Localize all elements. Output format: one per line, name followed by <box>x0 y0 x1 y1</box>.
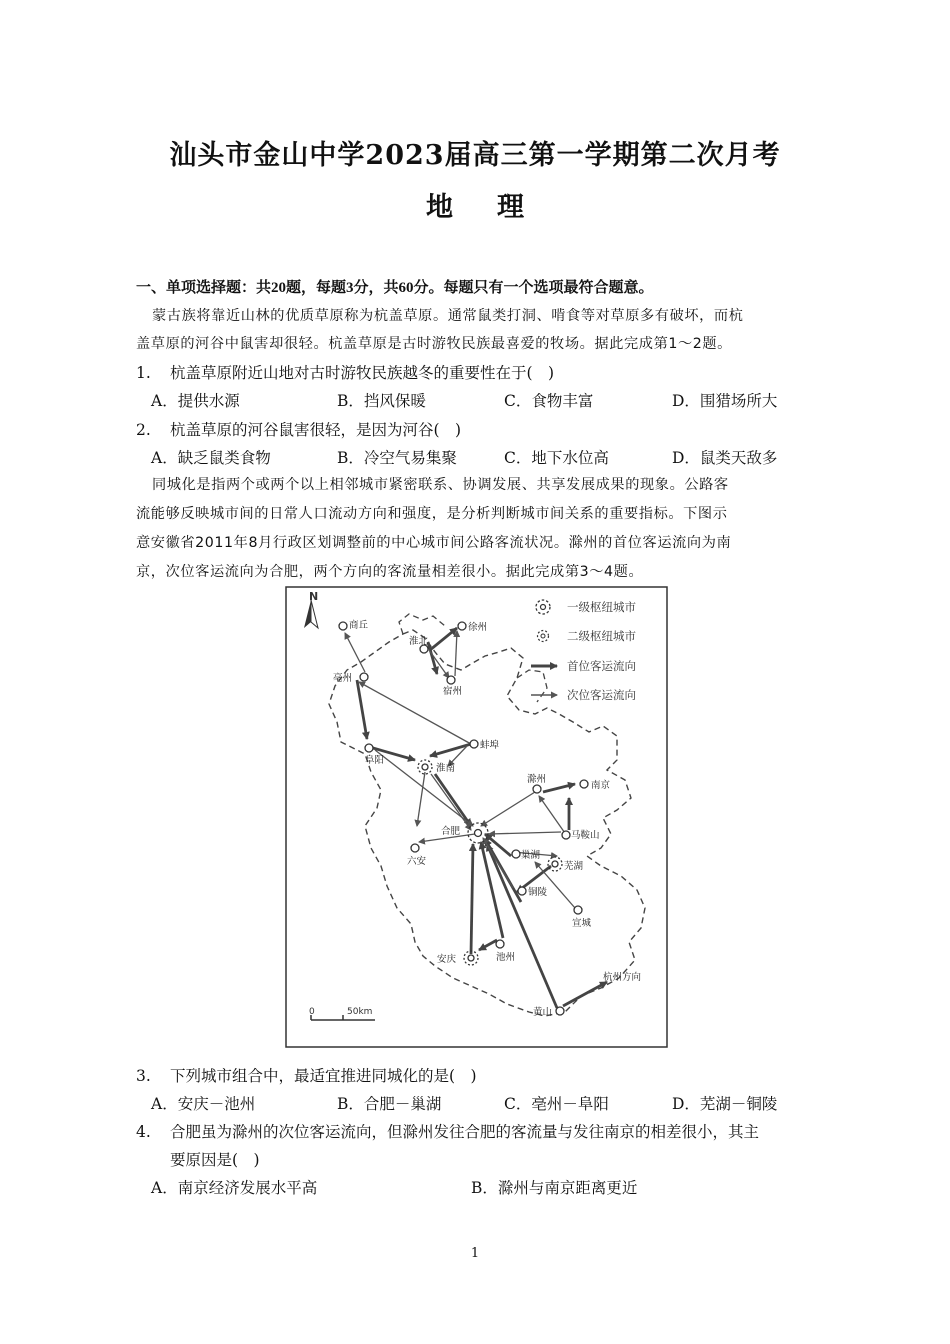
city-dot-xuancheng[interactable] <box>574 906 582 914</box>
option-c[interactable]: C．食物丰富 <box>504 392 594 410</box>
question-number: 1. <box>136 364 151 382</box>
subject-title <box>0 185 950 224</box>
label-huaibei: 淮北 <box>409 636 429 647</box>
option-b[interactable]: B．冷空气易集聚 <box>337 449 457 467</box>
question-1 <box>136 361 836 383</box>
label-suzhou: 宿州 <box>443 686 463 697</box>
legend-primary-flow: 首位客运流向 <box>567 659 636 673</box>
option-d[interactable]: D．围猎场所大 <box>672 392 778 410</box>
question-number: 3. <box>136 1067 151 1085</box>
question-stem: 下列城市组合中，最适宜推进同城化的是( ) <box>170 1067 477 1085</box>
passage2-line2: 流能够反映城市间的日常人口流动方向和强度，是分析判断城市间关系的重要指标。下图示 <box>136 506 728 522</box>
passage2-line3: 意安徽省2011年8月行政区划调整前的中心城市间公路客流状况。滁州的首位客运流向为南 <box>136 535 732 551</box>
label-hefei: 合肥 <box>441 826 461 837</box>
city-dot-bengbu[interactable] <box>470 740 478 748</box>
city-dot-nanjing[interactable] <box>580 780 588 788</box>
label-chaohu: 巢湖 <box>521 850 541 861</box>
section-heading: 一、单项选择题：共20题，每题3分，共60分。每题只有一个选项最符合题意。 <box>136 280 654 296</box>
label-nanjing: 南京 <box>591 780 611 791</box>
option-b[interactable]: B．滁州与南京距离更近 <box>471 1179 638 1197</box>
label-maanshan: 马鞍山 <box>571 830 600 841</box>
label-chizhou: 池州 <box>496 952 516 963</box>
option-c[interactable]: C．亳州－阜阳 <box>504 1095 609 1113</box>
label-bozhou: 亳州 <box>333 673 353 684</box>
question-number: 2. <box>136 421 151 439</box>
subject-char-1: 地 <box>426 192 453 223</box>
option-d[interactable]: D．芜湖－铜陵 <box>672 1095 778 1113</box>
city-dot-suzhou[interactable] <box>447 676 455 684</box>
label-anqing: 安庆 <box>437 954 457 965</box>
city-dot-huainan[interactable] <box>422 764 428 770</box>
question-2 <box>136 418 836 440</box>
question-4 <box>136 1120 836 1142</box>
city-dot-xuzhou[interactable] <box>458 622 466 630</box>
city-dot-bozhou[interactable] <box>360 673 368 681</box>
label-xuancheng: 宣城 <box>572 918 592 929</box>
city-dot-luan[interactable] <box>411 844 419 852</box>
question-4-stem-line2: 要原因是( ) <box>170 1151 260 1169</box>
city-dot-huangshan[interactable] <box>556 1007 564 1015</box>
option-a[interactable]: A．提供水源 <box>151 392 240 410</box>
passage2-line4: 京，次位客运流向为合肥，两个方向的客流量相差很小。据此完成第3～4题。 <box>136 564 644 580</box>
label-fuyang: 阜阳 <box>365 755 385 766</box>
passage2-line1: 同城化是指两个或两个以上相邻城市紧密联系、协调发展、共享发展成果的现象。公路客 <box>152 477 729 493</box>
city-dot-wuhu[interactable] <box>552 861 558 867</box>
question-stem: 杭盖草原附近山地对古时游牧民族越冬的重要性在于( ) <box>170 364 555 382</box>
option-b[interactable]: B．挡风保暖 <box>337 392 426 410</box>
label-tongling: 铜陵 <box>528 887 548 898</box>
label-huainan: 淮南 <box>436 763 456 774</box>
north-label: N <box>309 590 319 603</box>
label-huangshan: 黄山 <box>533 1007 553 1018</box>
label-shangqiu: 商丘 <box>349 620 369 631</box>
option-c[interactable]: C．地下水位高 <box>504 449 609 467</box>
city-dot-fuyang[interactable] <box>365 744 373 752</box>
passage1-line1: 蒙古族将靠近山林的优质草原称为杭盖草原。通常鼠类打洞、啃食等对草原多有破坏，而杭 <box>152 308 744 324</box>
anhui-passenger-flow-map <box>285 586 668 1048</box>
question-number: 4. <box>136 1123 151 1141</box>
legend-level2: 二级枢纽城市 <box>567 629 636 643</box>
legend-secondary-flow: 次位客运流向 <box>567 688 636 702</box>
option-d[interactable]: D．鼠类天敌多 <box>672 449 778 467</box>
city-dot-chuzhou[interactable] <box>533 785 541 793</box>
city-dot-hefei[interactable] <box>475 830 482 837</box>
scale-zero: 0 <box>309 1007 315 1017</box>
city-dot-chaohu[interactable] <box>512 850 520 858</box>
page-number: 1 <box>470 1246 480 1261</box>
option-a[interactable]: A．缺乏鼠类食物 <box>151 449 271 467</box>
option-a[interactable]: A．安庆－池州 <box>151 1095 256 1113</box>
label-xuzhou: 徐州 <box>468 622 488 633</box>
option-a[interactable]: A．南京经济发展水平高 <box>151 1179 318 1197</box>
map-svg <box>285 586 668 1048</box>
label-chuzhou: 滁州 <box>527 774 547 785</box>
legend-level1: 一级枢纽城市 <box>567 600 636 614</box>
label-hangzhou-direction: 杭州方向 <box>603 972 642 983</box>
label-luan: 六安 <box>407 856 427 867</box>
scale-distance: 50km <box>347 1007 373 1017</box>
city-dot-maanshan[interactable] <box>562 831 570 839</box>
exam-title: 汕头市金山中学2023届高三第一学期第二次月考 <box>169 140 781 171</box>
label-bengbu: 蚌埠 <box>480 740 500 751</box>
subject-char-2: 理 <box>497 192 524 223</box>
question-stem: 杭盖草原的河谷鼠害很轻，是因为河谷( ) <box>170 421 462 439</box>
passage1-line2: 盖草原的河谷中鼠害却很轻。杭盖草原是古时游牧民族最喜爱的牧场。据此完成第1～2题。 <box>136 336 732 352</box>
city-dot-anqing[interactable] <box>468 955 474 961</box>
question-stem-line1: 合肥虽为滁州的次位客运流向，但滁州发往合肥的客流量与发往南京的相差很小，其主 <box>170 1123 760 1141</box>
option-b[interactable]: B．合肥－巢湖 <box>337 1095 442 1113</box>
label-wuhu: 芜湖 <box>564 861 584 872</box>
city-dot-tongling[interactable] <box>518 887 526 895</box>
question-3 <box>136 1064 836 1086</box>
city-dot-shangqiu[interactable] <box>339 622 347 630</box>
city-dot-chizhou[interactable] <box>496 940 504 948</box>
